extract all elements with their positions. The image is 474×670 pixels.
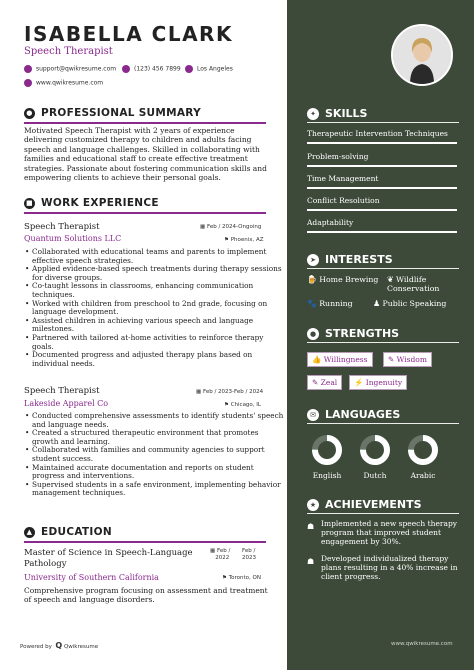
interests-divider xyxy=(307,268,459,269)
achievement-1-text: Implemented a new speech therapy program that improved student engagement by 30%. xyxy=(321,519,457,546)
phone-icon xyxy=(122,65,130,73)
experience-divider xyxy=(24,212,266,214)
list-item: • Created a structured therapeutic environment that promotes growth and learning. xyxy=(32,429,284,446)
job-2-title: Speech Therapist xyxy=(24,386,100,396)
phone-contact: (123) 456 7899 xyxy=(122,65,181,73)
paw-icon: 🐾 xyxy=(307,299,320,308)
education-end-date: Feb / 2023 xyxy=(242,548,256,561)
achievements-heading: ★ ACHIEVEMENTS xyxy=(307,498,422,511)
strength-tag-ingenuity: ⚡ Ingenuity xyxy=(349,375,407,390)
list-item: • Worked with children from preschool to 2nd grade, focusing on language development. xyxy=(32,300,284,317)
job-1-bullets xyxy=(24,248,284,368)
list-item: • Supervised students in a safe environment, implementing behavior management techniques. xyxy=(32,481,284,498)
summary-text: Motivated Speech Therapist with 2 years of experience delivering customized therapy to children and adults facing speech and language challenges. Skilled in collaborating with families and educational staff to create effective treatment strategies. Passionate about fostering communication skills and empowering clients to achieve their personal goals. xyxy=(24,126,267,183)
language-3-ring xyxy=(407,434,439,466)
skill-2-label: Problem-solving xyxy=(307,152,369,161)
strengths-heading: ● STRENGTHS xyxy=(307,327,399,340)
pencil-icon: ✎ xyxy=(312,378,321,387)
calendar-icon: ▦ xyxy=(200,224,207,230)
bolt-icon: ⚡ xyxy=(354,378,366,387)
trophy-icon: ★ xyxy=(307,499,319,511)
speaker-icon: ♟ xyxy=(373,299,383,308)
interest-home-brewing: 🍺 Home Brewing xyxy=(307,275,379,284)
sidebar xyxy=(287,0,474,670)
school-name: University of Southern California xyxy=(24,573,159,582)
language-3-label: Arabic xyxy=(410,471,436,480)
skills-divider xyxy=(307,122,459,123)
job-2-bullets xyxy=(24,412,284,498)
location-pin-icon: ⚑ xyxy=(224,402,231,408)
skill-5-label: Adaptability xyxy=(307,218,354,227)
list-item: • Collaborated with families and community agencies to support student success. xyxy=(32,446,284,463)
skill-4-bar xyxy=(307,209,457,211)
powered-by: Powered by Q Qwikresume xyxy=(20,641,99,650)
qwikresume-logo: Q xyxy=(55,641,63,650)
summary-heading: ● PROFESSIONAL SUMMARY xyxy=(24,107,201,119)
education-heading: ▲ EDUCATION xyxy=(24,526,112,538)
location-pin-icon: ⚑ xyxy=(222,575,229,581)
achievements-divider xyxy=(307,513,459,514)
skill-3-label: Time Management xyxy=(307,174,379,183)
list-item: • Documented progress and adjusted therapy plans based on individual needs. xyxy=(32,351,284,368)
strength-tag-willingness: 👍 Willingness xyxy=(307,352,373,367)
skill-1-bar xyxy=(307,142,457,144)
location-pin-icon xyxy=(185,65,193,73)
calendar-icon: ▦ xyxy=(210,548,217,554)
candidate-name: ISABELLA CLARK xyxy=(24,22,233,46)
job-1-location: ⚑ Phoenix, AZ xyxy=(224,237,264,243)
footer-site[interactable]: www.qwikresume.com xyxy=(391,641,453,647)
language-1-ring xyxy=(311,434,343,466)
list-item: • Assisted children in achieving various speech and language milestones. xyxy=(32,317,284,334)
achievement-1-icon: ☗ xyxy=(307,522,315,531)
skill-1-label: Therapeutic Intervention Techniques xyxy=(307,129,448,138)
degree-title: Master of Science in Speech-Language Pathology xyxy=(24,548,193,569)
language-1-label: English xyxy=(312,471,342,480)
language-2-ring xyxy=(359,434,391,466)
location-contact: Los Angeles xyxy=(185,65,233,73)
languages-divider xyxy=(307,423,459,424)
experience-heading: ■ WORK EXPERIENCE xyxy=(24,197,159,209)
interest-public-speaking: ♟ Public Speaking xyxy=(373,299,447,308)
leaf-icon: ❦ xyxy=(387,275,397,284)
bulb-icon: ✎ xyxy=(388,355,397,364)
beer-icon: 🍺 xyxy=(307,275,320,284)
language-2-label: Dutch xyxy=(363,471,387,480)
skills-heading: ✦ SKILLS xyxy=(307,107,367,120)
list-item: • Applied evidence-based speech treatments during therapy sessions for diverse groups. xyxy=(32,265,284,282)
globe-icon xyxy=(24,79,32,87)
education-description: Comprehensive program focusing on assessment and treatment of speech and language disorders. xyxy=(24,586,268,605)
list-item: • Co-taught lessons in classrooms, enhancing communication techniques. xyxy=(32,282,284,299)
user-icon: ● xyxy=(24,108,35,119)
languages-heading: ✉ LANGUAGES xyxy=(307,408,400,421)
achievement-2-icon: ☗ xyxy=(307,557,315,566)
strengths-divider xyxy=(307,342,459,343)
strength-tag-wisdom: ✎ Wisdom xyxy=(383,352,432,367)
list-item: • Maintained accurate documentation and reports on student progress and interventions. xyxy=(32,464,284,481)
chat-bubble-icon: ✉ xyxy=(307,409,319,421)
job-2-location: ⚑ Chicago, IL xyxy=(224,402,261,408)
paper-plane-icon: ➤ xyxy=(307,254,319,266)
thumbs-up-icon: 👍 xyxy=(312,355,324,364)
summary-divider xyxy=(24,122,266,124)
achievement-2-text: Developed individualized therapy plans resulting in a 40% increase in client progress. xyxy=(321,554,458,581)
list-item: • Conducted comprehensive assessments to identify students' speech and language needs. xyxy=(32,412,284,429)
user-icon: ● xyxy=(307,328,319,340)
interest-running: 🐾 Running xyxy=(307,299,353,308)
interests-heading: ➤ INTERESTS xyxy=(307,253,393,266)
candidate-title: Speech Therapist xyxy=(24,46,113,57)
profile-photo xyxy=(391,24,453,86)
location-pin-icon: ⚑ xyxy=(224,237,231,243)
skill-5-bar xyxy=(307,231,457,233)
education-start-date: ▦ Feb / 2022 xyxy=(210,548,231,561)
skill-4-label: Conflict Resolution xyxy=(307,196,380,205)
lightbulb-icon: ✦ xyxy=(307,108,319,120)
email-contact[interactable]: support@qwikresume.com xyxy=(24,65,116,73)
graduation-cap-icon: ▲ xyxy=(24,527,35,538)
interest-wildlife-conservation: ❦ Wildlife Conservation xyxy=(387,275,440,293)
skill-3-bar xyxy=(307,187,457,189)
strength-tag-zeal: ✎ Zeal xyxy=(307,375,342,390)
job-1-company: Quantum Solutions LLC xyxy=(24,234,122,243)
job-2-dates: ▦ Feb / 2023-Feb / 2024 xyxy=(196,389,264,395)
education-divider xyxy=(24,541,266,543)
job-2-company: Lakeside Apparel Co xyxy=(24,399,109,408)
list-item: • Collaborated with educational teams and parents to implement effective speech strategies. xyxy=(32,248,284,265)
email-icon xyxy=(24,65,32,73)
list-item: • Partnered with tailored at-home activities to reinforce therapy goals. xyxy=(32,334,284,351)
job-1-dates: ▦ Feb / 2024-Ongoing xyxy=(200,224,262,230)
website-contact[interactable]: www.qwikresume.com xyxy=(24,79,103,87)
briefcase-icon: ■ xyxy=(24,198,35,209)
job-1-title: Speech Therapist xyxy=(24,222,100,232)
skill-2-bar xyxy=(307,165,457,167)
education-location: ⚑ Toronto, ON xyxy=(222,575,261,581)
calendar-icon: ▦ xyxy=(196,389,203,395)
